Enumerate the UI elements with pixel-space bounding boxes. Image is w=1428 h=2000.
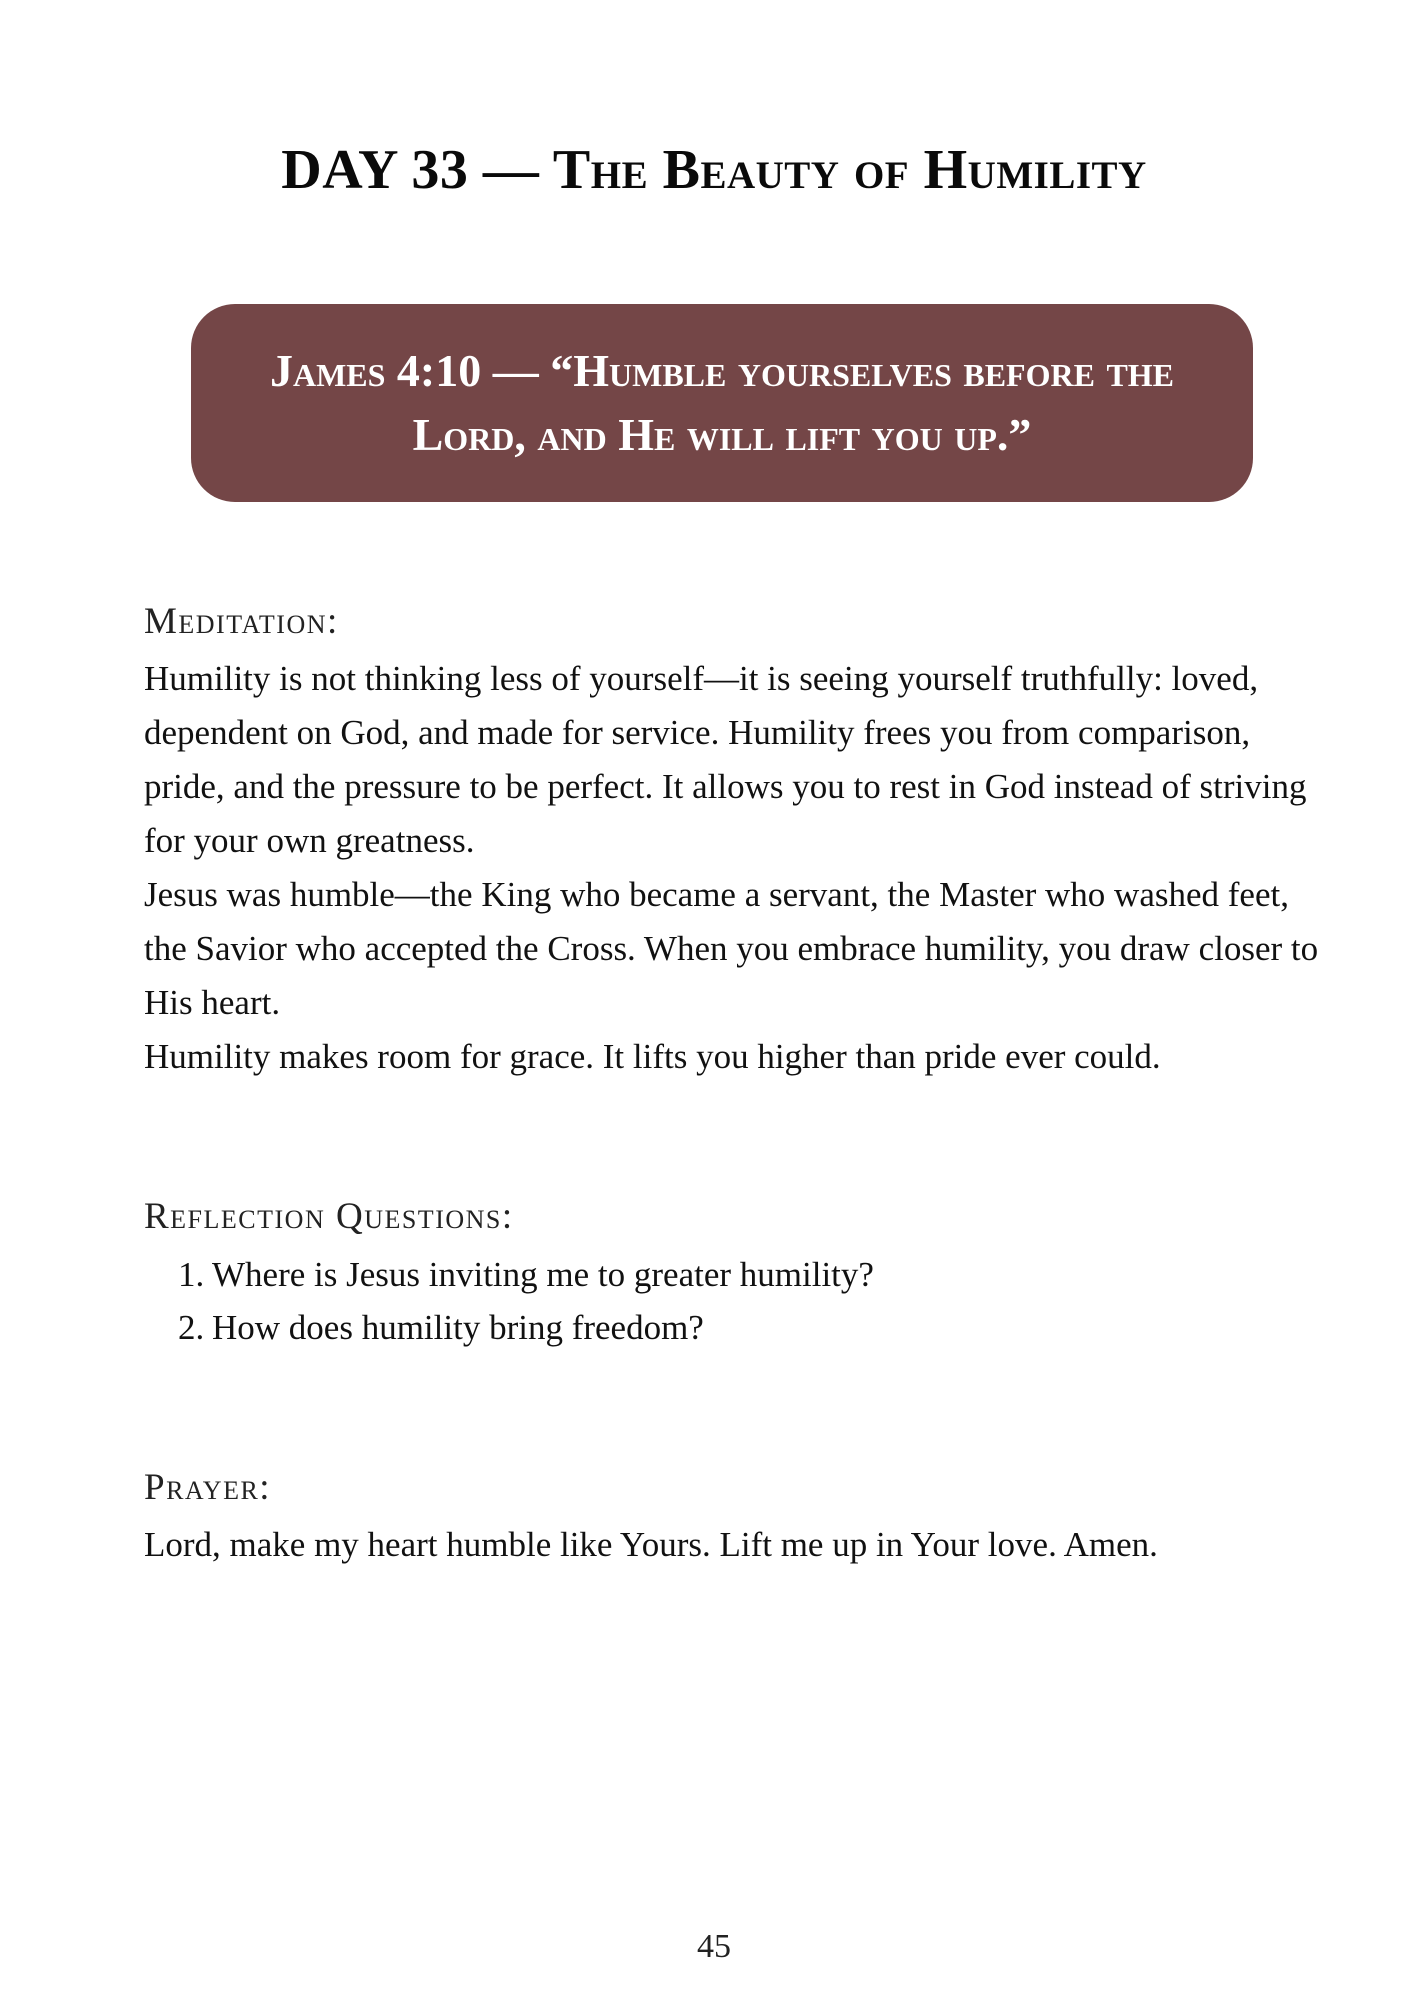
question-number: 2. — [178, 1308, 205, 1347]
reflection-questions-heading: Reflection Questions: — [144, 1196, 514, 1237]
prayer-text: Lord, make my heart humble like Yours. Lift me up in Your love. Amen. — [144, 1525, 1158, 1564]
scripture-verse-banner — [191, 304, 1253, 502]
meditation-heading: Meditation: — [144, 601, 339, 642]
meditation-paragraph: Humility is not thinking less of yourself—it is seeing yourself truthfully: loved, dependent on God, and made for service. Humility frees you from comparison, pride, and the pressure to be perfect. It allows you to rest in God instead of striving for your own greatness. — [144, 659, 1307, 860]
reflection-question — [178, 1248, 874, 1301]
question-text: How does humility bring freedom? — [212, 1308, 704, 1347]
reflection-questions-list — [178, 1248, 874, 1354]
question-text: Where is Jesus inviting me to greater humility? — [212, 1255, 874, 1294]
meditation-paragraph: Jesus was humble—the King who became a servant, the Master who washed feet, the Savior who accepted the Cross. When you embrace humility, you draw closer to His heart. — [144, 875, 1319, 1022]
page-title: DAY 33 — The Beauty of Humility — [281, 139, 1147, 201]
question-number: 1. — [178, 1255, 205, 1294]
reflection-question — [178, 1301, 874, 1354]
meditation-paragraph: Humility makes room for grace. It lifts you higher than pride ever could. — [144, 1037, 1161, 1076]
page-number: 45 — [697, 1928, 731, 1965]
prayer-heading: Prayer: — [144, 1467, 272, 1508]
scripture-verse-text: James 4:10 — “Humble yourselves before the Lord, and He will lift you up.” — [269, 345, 1175, 460]
meditation-body — [144, 652, 1324, 1084]
